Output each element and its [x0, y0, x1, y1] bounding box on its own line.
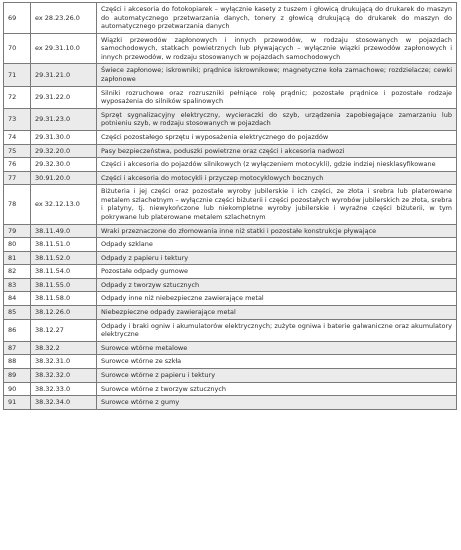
table-row	[4, 224, 457, 238]
row-number: 80	[4, 238, 31, 252]
row-number: 74	[4, 130, 31, 144]
row-number: 90	[4, 382, 31, 396]
row-description: Wraki przeznaczone do złomowania inne niż statki i pozostałe konstrukcje pływające	[97, 224, 457, 238]
row-code: 38.11.58.0	[31, 292, 97, 306]
row-number: 89	[4, 368, 31, 382]
row-number: 82	[4, 265, 31, 279]
row-code: 29.31.21.0	[31, 64, 97, 86]
table-row	[4, 171, 457, 185]
table-row	[4, 130, 457, 144]
row-description: Biżuteria i jej części oraz pozostałe wyroby jubilerskie i ich części, ze złota i srebra lub platerowane metalem szlachetnym – wyłącznie części biżuterii i części pozostałych wyrobów jubilerskich ze złota, srebra i platyny, tj. niewykończone lub niekompletne wyroby jubilerskie i wyraźne części biżuterii, w tym pokrywane lub platerowane metalem szlachetnym	[97, 185, 457, 224]
row-code: 29.31.30.0	[31, 130, 97, 144]
row-code: ex 28.23.26.0	[31, 3, 97, 34]
row-description: Części pozostałego sprzętu i wyposażenia elektrycznego do pojazdów	[97, 130, 457, 144]
table-row	[4, 319, 457, 341]
table-row	[4, 238, 457, 252]
table-row	[4, 382, 457, 396]
row-code: 30.91.20.0	[31, 171, 97, 185]
row-code: 29.31.23.0	[31, 108, 97, 130]
table-row	[4, 278, 457, 292]
row-description: Odpady z tworzyw sztucznych	[97, 278, 457, 292]
row-number: 75	[4, 144, 31, 158]
table-row	[4, 86, 457, 108]
row-number: 84	[4, 292, 31, 306]
row-description: Odpady inne niż niebezpieczne zawierające metal	[97, 292, 457, 306]
row-description: Surowce wtórne z tworzyw sztucznych	[97, 382, 457, 396]
row-number: 78	[4, 185, 31, 224]
row-description: Sprzęt sygnalizacyjny elektryczny, wycieraczki do szyb, urządzenia zapobiegające zamarzaniu lub potnieniu szyb, w rodzaju stosowanych w pojazdach	[97, 108, 457, 130]
row-description: Surowce wtórne ze szkła	[97, 355, 457, 369]
row-number: 86	[4, 319, 31, 341]
row-description: Surowce wtórne z papieru i tektury	[97, 368, 457, 382]
row-number: 70	[4, 33, 31, 64]
table-row	[4, 108, 457, 130]
row-code: 38.12.27	[31, 319, 97, 341]
row-code: ex 29.31.10.0	[31, 33, 97, 64]
row-code: 38.32.31.0	[31, 355, 97, 369]
goods-table-container	[3, 2, 457, 410]
row-number: 72	[4, 86, 31, 108]
table-row	[4, 368, 457, 382]
row-description: Pasy bezpieczeństwa, poduszki powietrzne oraz części i akcesoria nadwozi	[97, 144, 457, 158]
row-number: 87	[4, 341, 31, 355]
table-row	[4, 251, 457, 265]
table-row	[4, 158, 457, 172]
row-description: Niebezpieczne odpady zawierające metal	[97, 306, 457, 320]
table-row	[4, 3, 457, 34]
table-row	[4, 33, 457, 64]
table-row	[4, 64, 457, 86]
row-number: 69	[4, 3, 31, 34]
table-row	[4, 265, 457, 279]
goods-table-body	[4, 3, 457, 410]
row-number: 83	[4, 278, 31, 292]
row-code: 38.11.55.0	[31, 278, 97, 292]
row-number: 81	[4, 251, 31, 265]
row-code: 38.11.49.0	[31, 224, 97, 238]
row-code: 38.11.51.0	[31, 238, 97, 252]
row-description: Odpady szklane	[97, 238, 457, 252]
row-code: ex 32.12.13.0	[31, 185, 97, 224]
row-code: 38.32.2	[31, 341, 97, 355]
table-row	[4, 341, 457, 355]
row-number: 71	[4, 64, 31, 86]
table-row	[4, 396, 457, 410]
row-description: Świece zapłonowe; iskrowniki; prądnice iskrownikowe; magnetyczne koła zamachowe; rozdzielacze; cewki zapłonowe	[97, 64, 457, 86]
table-row	[4, 185, 457, 224]
row-code: 38.11.52.0	[31, 251, 97, 265]
goods-table	[3, 2, 457, 410]
row-code: 38.11.54.0	[31, 265, 97, 279]
row-code: 29.32.20.0	[31, 144, 97, 158]
row-number: 77	[4, 171, 31, 185]
row-code: 38.12.26.0	[31, 306, 97, 320]
row-code: 38.32.33.0	[31, 382, 97, 396]
row-number: 85	[4, 306, 31, 320]
row-number: 88	[4, 355, 31, 369]
row-number: 73	[4, 108, 31, 130]
row-description: Części i akcesoria do pojazdów silnikowych (z wyłączeniem motocykli), gdzie indziej niesklasyfikowane	[97, 158, 457, 172]
table-row	[4, 355, 457, 369]
row-description: Silniki rozruchowe oraz rozruszniki pełniące rolę prądnic; pozostałe prądnice i pozostałe rodzaje wyposażenia do silników spalinowych	[97, 86, 457, 108]
row-description: Części i akcesoria do motocykli i przyczep motocyklowych bocznych	[97, 171, 457, 185]
row-number: 91	[4, 396, 31, 410]
row-number: 79	[4, 224, 31, 238]
row-description: Surowce wtórne z gumy	[97, 396, 457, 410]
row-code: 29.31.22.0	[31, 86, 97, 108]
row-description: Pozostałe odpady gumowe	[97, 265, 457, 279]
table-row	[4, 306, 457, 320]
row-code: 38.32.34.0	[31, 396, 97, 410]
row-description: Surowce wtórne metalowe	[97, 341, 457, 355]
row-code: 29.32.30.0	[31, 158, 97, 172]
row-number: 76	[4, 158, 31, 172]
row-code: 38.32.32.0	[31, 368, 97, 382]
row-description: Części i akcesoria do fotokopiarek – wyłącznie kasety z tuszem i głowicą drukującą do drukarek do maszyn do automatycznego przetwarzania danych, tonery z głowicą drukującą do drukarek do maszyn do automatycznego przetwarzania danych	[97, 3, 457, 34]
table-row	[4, 292, 457, 306]
row-description: Wiązki przewodów zapłonowych i innych przewodów, w rodzaju stosowanych w pojazdach samochodowych, statkach powietrznych lub pływających – wyłącznie wiązki przewodów zapłonowych i innych przewodów, w rodzaju stosowanych w pojazdach samochodowych	[97, 33, 457, 64]
row-description: Odpady z papieru i tektury	[97, 251, 457, 265]
row-description: Odpady i braki ogniw i akumulatorów elektrycznych; zużyte ogniwa i baterie galwaniczne oraz akumulatory elektryczne	[97, 319, 457, 341]
table-row	[4, 144, 457, 158]
